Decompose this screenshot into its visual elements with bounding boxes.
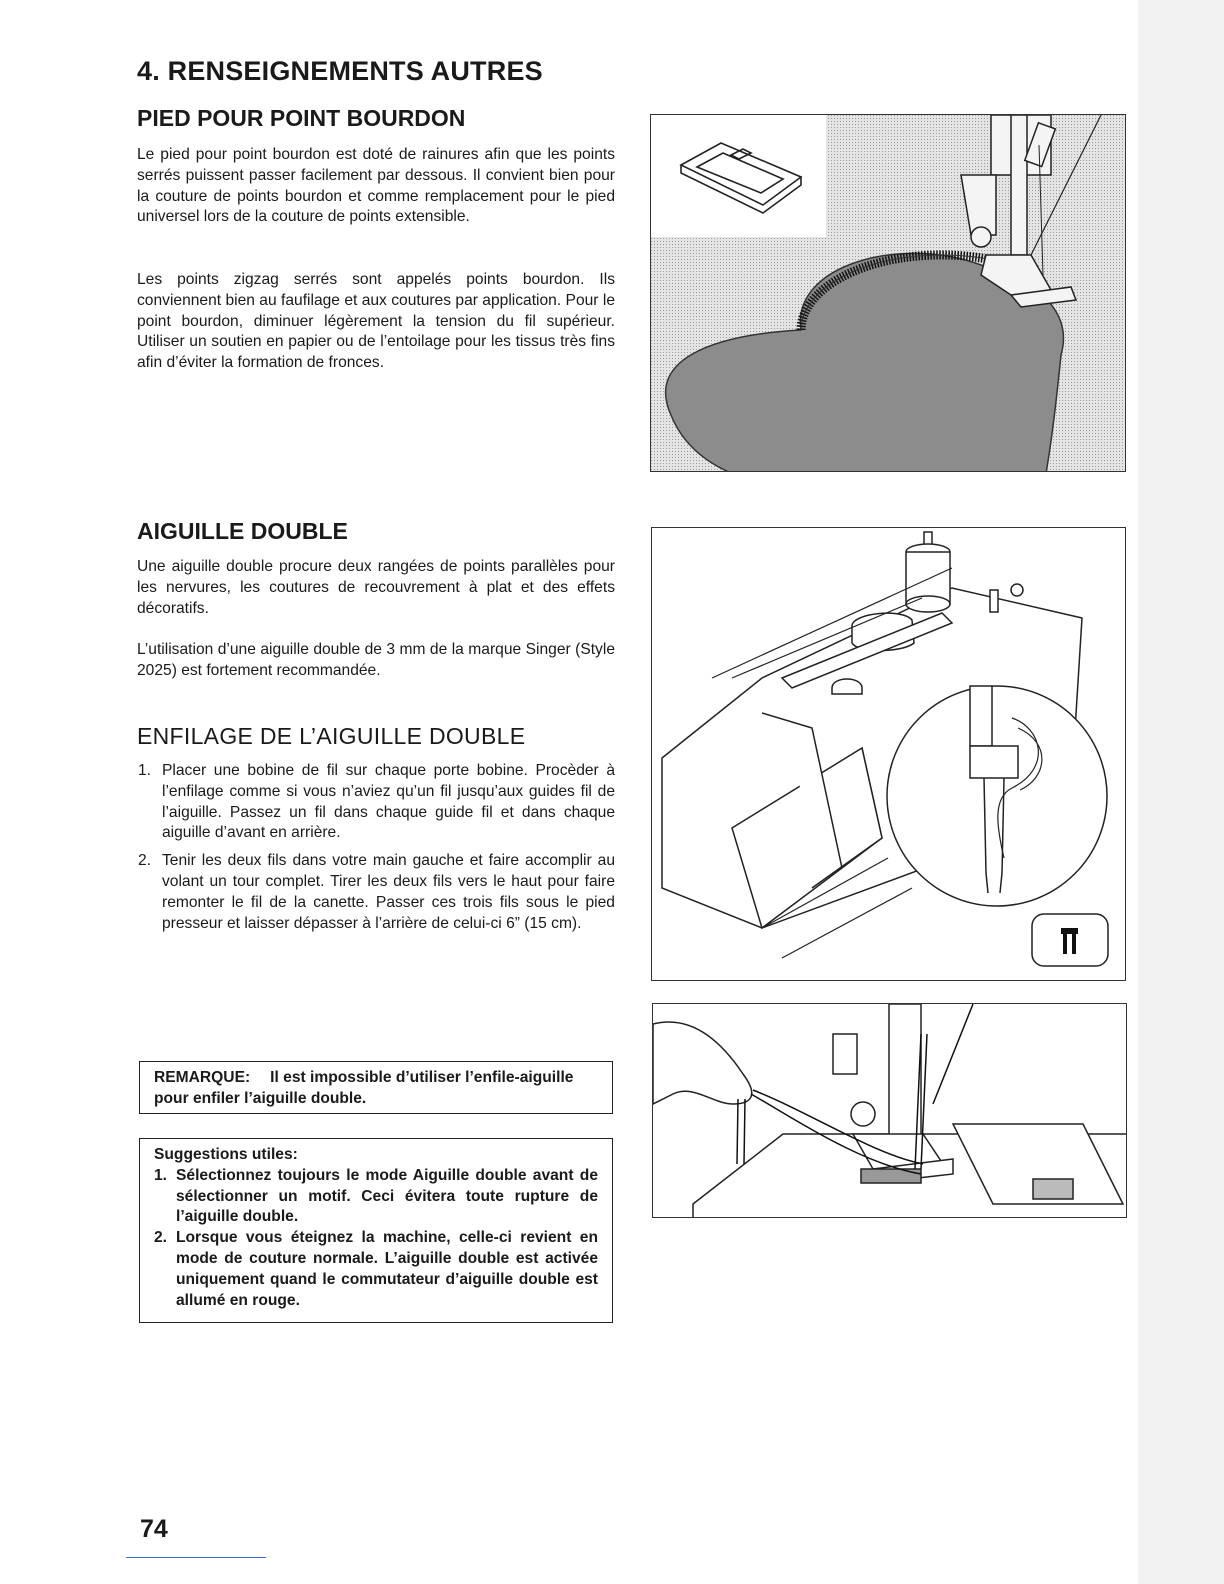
satin-foot-illustration: [650, 114, 1126, 472]
tips-list: [154, 1166, 598, 1312]
threading-steps: [137, 761, 615, 941]
threading-step-2-number: 2.: [138, 852, 152, 870]
note-label: REMARQUE:: [154, 1069, 251, 1086]
footer-rule: [126, 1557, 266, 1558]
tips-box: [139, 1138, 613, 1323]
twin-needle-heading: AIGUILLE DOUBLE: [137, 518, 348, 544]
twin-needle-para-2: L’utilisation d’une aiguille double de 3 mm de la marque Singer (Style 2025) est fortement recommandée.: [137, 641, 615, 679]
note-box: [139, 1061, 613, 1114]
tips-item-1: [154, 1166, 598, 1228]
pulling-threads-illustration: [652, 1003, 1127, 1218]
tips-item-2-text: Lorsque vous éteignez la machine, celle-ci revient en mode de couture normale. L’aiguille double est activée uniquement quand le commutateur d’aiguille double est allumé en rouge.: [176, 1229, 598, 1309]
threading-step-1-number: 1.: [138, 762, 152, 779]
tips-item-1-number: 1.: [154, 1166, 168, 1184]
threading-step-1-text: Placer une bobine de fil sur chaque porte bobine. Procèder à l’enfilage comme si vous n’aviez qu’un fil jusqu’aux guides fil de l’aiguille. Passez un fil dans chaque guide fil et dans chaque aiguille d’avant en arrière.: [162, 762, 615, 842]
note-text: Il est impossible d’utiliser l’enfile-aiguille pour enfiler l’aiguille double.: [154, 1069, 574, 1107]
threading-step-1: [137, 761, 615, 844]
chapter-title: 4. RENSEIGNEMENTS AUTRES: [137, 56, 543, 86]
satin-foot-para-2: Les points zigzag serrés sont appelés points bourdon. Ils conviennent bien au faufilage et aux coutures par application. Pour le point bourdon, diminuer légèrement la tension du fil supérieur. Utiliser un soutien en papier ou de l’entoilage pour les tissus très fins afin d’éviter la formation de fronces.: [137, 271, 615, 372]
tips-title: Suggestions utiles:: [154, 1146, 298, 1163]
twin-needle-threading-illustration: [651, 527, 1126, 981]
threading-step-2: [137, 851, 615, 934]
page-number: 74: [140, 1515, 168, 1543]
threading-step-2-text: Tenir les deux fils dans votre main gauche et faire accomplir au volant un tour complet. Tirer les deux fils vers le haut pour faire remonter le fil de la canette. Passer ces trois fils sous le pied presseur et laisser dépasser à l’arrière de celui-ci 6” (15 cm).: [162, 852, 615, 932]
satin-foot-heading: PIED POUR POINT BOURDON: [137, 105, 466, 131]
twin-needle-para-1: Une aiguille double procure deux rangées de points parallèles pour les nervures, les coutures de recouvrement à plat et des effets décoratifs.: [137, 558, 615, 617]
page-edge-shadow: [1138, 0, 1224, 1584]
tips-item-1-text: Sélectionnez toujours le mode Aiguille double avant de sélectionner un motif. Ceci évitera toute rupture de l’aiguille double.: [176, 1166, 598, 1226]
threading-heading: ENFILAGE DE L’AIGUILLE DOUBLE: [137, 723, 526, 749]
tips-item-2: [154, 1228, 598, 1311]
tips-item-2-number: 2.: [154, 1229, 168, 1247]
satin-foot-para-1: Le pied pour point bourdon est doté de rainures afin que les points serrés puissent passer facilement par dessous. Il convient bien pour la couture de points bourdon et comme remplacement pour le pied universel lors de la couture de points extensible.: [137, 146, 615, 226]
